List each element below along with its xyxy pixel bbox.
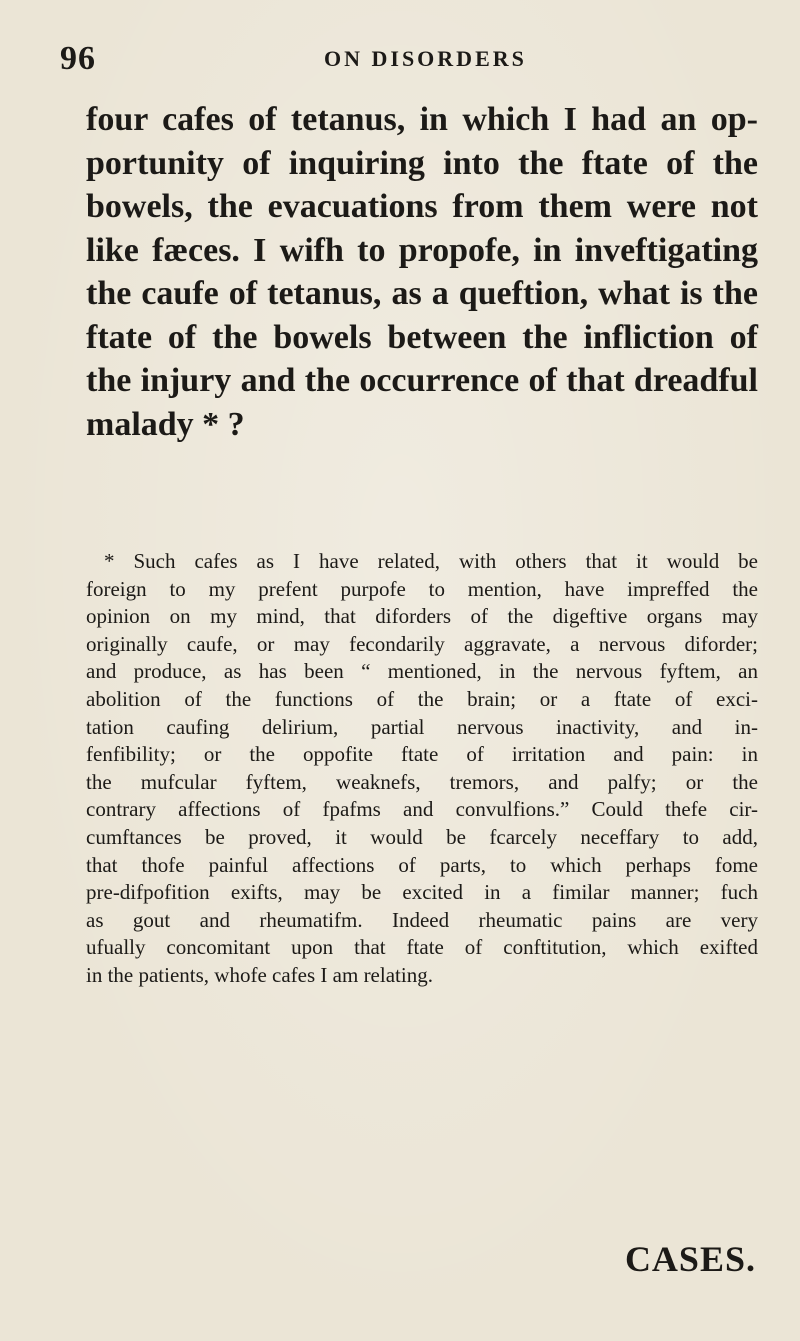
footnote-line: in the patients, whofe cafes I am relating. (86, 962, 433, 987)
footnote-line: the mufcular fyftem, weaknefs, tremors, and palfy; or the (86, 769, 758, 794)
running-title: ON DISORDERS (324, 46, 527, 71)
running-head (60, 40, 760, 80)
footnote-line: cumftances be proved, it would be fcarcely neceffary to add, (86, 824, 758, 849)
footnote-line: ufually concomitant upon that ftate of conftitution, which exifted (86, 935, 758, 960)
footnote (86, 548, 758, 990)
body-line: like fæces. I wifh to propofe, in inveftigating (86, 231, 758, 269)
body-line: the injury and the occurrence of that dreadful (86, 362, 758, 399)
body-line: the caufe of tetanus, as a queftion, what is the (86, 275, 758, 312)
footnote-line: abolition of the functions of the brain; or a ftate of exci- (86, 686, 758, 711)
page-number: 96 (60, 40, 96, 77)
catchword: CASES. (624, 1239, 756, 1279)
body-line: bowels, the evacuations from them were not (86, 188, 758, 225)
footnote-line: that thofe painful affections of parts, to which perhaps fome (86, 852, 758, 877)
footnote-line: opinion on my mind, that diforders of the digeftive organs may (86, 604, 758, 629)
body-line: four cafes of tetanus, in which I had an op- (86, 101, 758, 138)
footnote-line: fenfibility; or the oppofite ftate of irritation and pain: in (86, 742, 758, 767)
footnote-line: pre-difpofition exifts, may be excited in a fimilar manner; fuch (86, 880, 758, 905)
footnote-line: and produce, as has been “ mentioned, in the nervous fyftem, an (86, 659, 758, 684)
footnote-line: contrary affections of fpafms and convulfions.” Could thefe cir- (86, 797, 758, 822)
footnote-line: foreign to my prefent purpofe to mention, have impreffed the (86, 576, 758, 601)
body-line: malady * ? (86, 405, 245, 443)
footnote-line: originally caufe, or may fecondarily aggravate, a nervous diforder; (86, 631, 758, 656)
footnote-line: tation caufing delirium, partial nervous inactivity, and in- (86, 714, 758, 739)
footnote-line: as gout and rheumatifm. Indeed rheumatic pains are very (86, 907, 758, 932)
footnote-line: * Such cafes as I have related, with others that it would be (104, 549, 758, 573)
body-paragraph (86, 98, 758, 446)
body-line: ftate of the bowels between the infliction of (86, 318, 758, 356)
body-line: portunity of inquiring into the ftate of the (86, 144, 758, 182)
